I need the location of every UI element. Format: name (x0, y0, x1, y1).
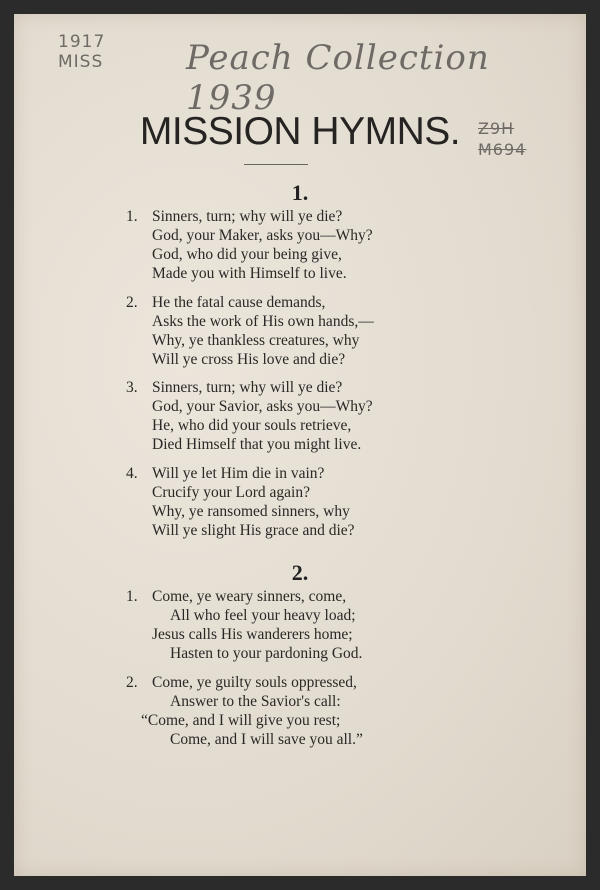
verse-line: God, who did your being give, (152, 246, 342, 263)
stanza (126, 378, 566, 454)
verse-line: Jesus calls His wanderers home; (152, 626, 353, 643)
handwritten-code: MISS (58, 52, 104, 72)
verse-line: Died Himself that you might live. (152, 436, 362, 453)
verse-line: All who feel your heavy load; (170, 607, 356, 624)
stanza-number: 3. (126, 379, 138, 396)
verse-line: He the fatal cause demands, (152, 294, 326, 311)
hymn-number: 2. (291, 560, 309, 585)
stanza (126, 293, 566, 369)
stanza-number: 1. (126, 208, 138, 225)
verse-line: Made you with Himself to live. (152, 265, 347, 282)
verse-line: He, who did your souls retrieve, (152, 417, 352, 434)
hymn-page (14, 14, 586, 876)
handwritten-year: 1917 (58, 32, 106, 52)
verse-line: Why, ye ransomed sinners, why (152, 503, 350, 520)
verse-line: Come, ye weary sinners, come, (152, 588, 347, 605)
verse-line: “Come, and I will give you rest; (141, 712, 341, 729)
stanza (126, 587, 566, 663)
verse-line: Asks the work of His own hands,— (152, 313, 374, 330)
stanza (126, 464, 566, 540)
verse-line: Answer to the Savior's call: (170, 693, 341, 710)
verse-line: God, your Maker, asks you—Why? (152, 227, 373, 244)
catalog-number-1: Z9H (478, 119, 515, 138)
verse-line: Sinners, turn; why will ye die? (152, 379, 343, 396)
verse-line: Hasten to your pardoning God. (170, 645, 363, 662)
title-rule (244, 164, 308, 165)
verse-line: Will ye let Him die in vain? (152, 465, 325, 482)
stanza-number: 2. (126, 294, 138, 311)
verse-line: Will ye slight His grace and die? (152, 522, 355, 539)
verse-line: Sinners, turn; why will ye die? (152, 208, 343, 225)
verse-line: Why, ye thankless creatures, why (152, 332, 360, 349)
handwritten-collection-note: Peach Collection 1939 (186, 38, 490, 118)
catalog-number-2: M694 (478, 140, 527, 159)
verse-line: God, your Savior, asks you—Why? (152, 398, 373, 415)
stanza-number: 1. (126, 588, 138, 605)
verse-line: Will ye cross His love and die? (152, 351, 346, 368)
verse-line: Crucify your Lord again? (152, 484, 310, 501)
stanza-number: 4. (126, 465, 138, 482)
stanza (126, 207, 566, 283)
stanza-number: 2. (126, 674, 138, 691)
verse-line: Come, ye guilty souls oppressed, (152, 674, 357, 691)
handwritten-year-note (58, 32, 105, 72)
verse-line: Come, and I will save you all.” (170, 731, 363, 748)
hymn-number: 1. (291, 180, 309, 205)
stanza (126, 673, 566, 749)
page-title: MISSION HYMNS. (139, 110, 461, 153)
